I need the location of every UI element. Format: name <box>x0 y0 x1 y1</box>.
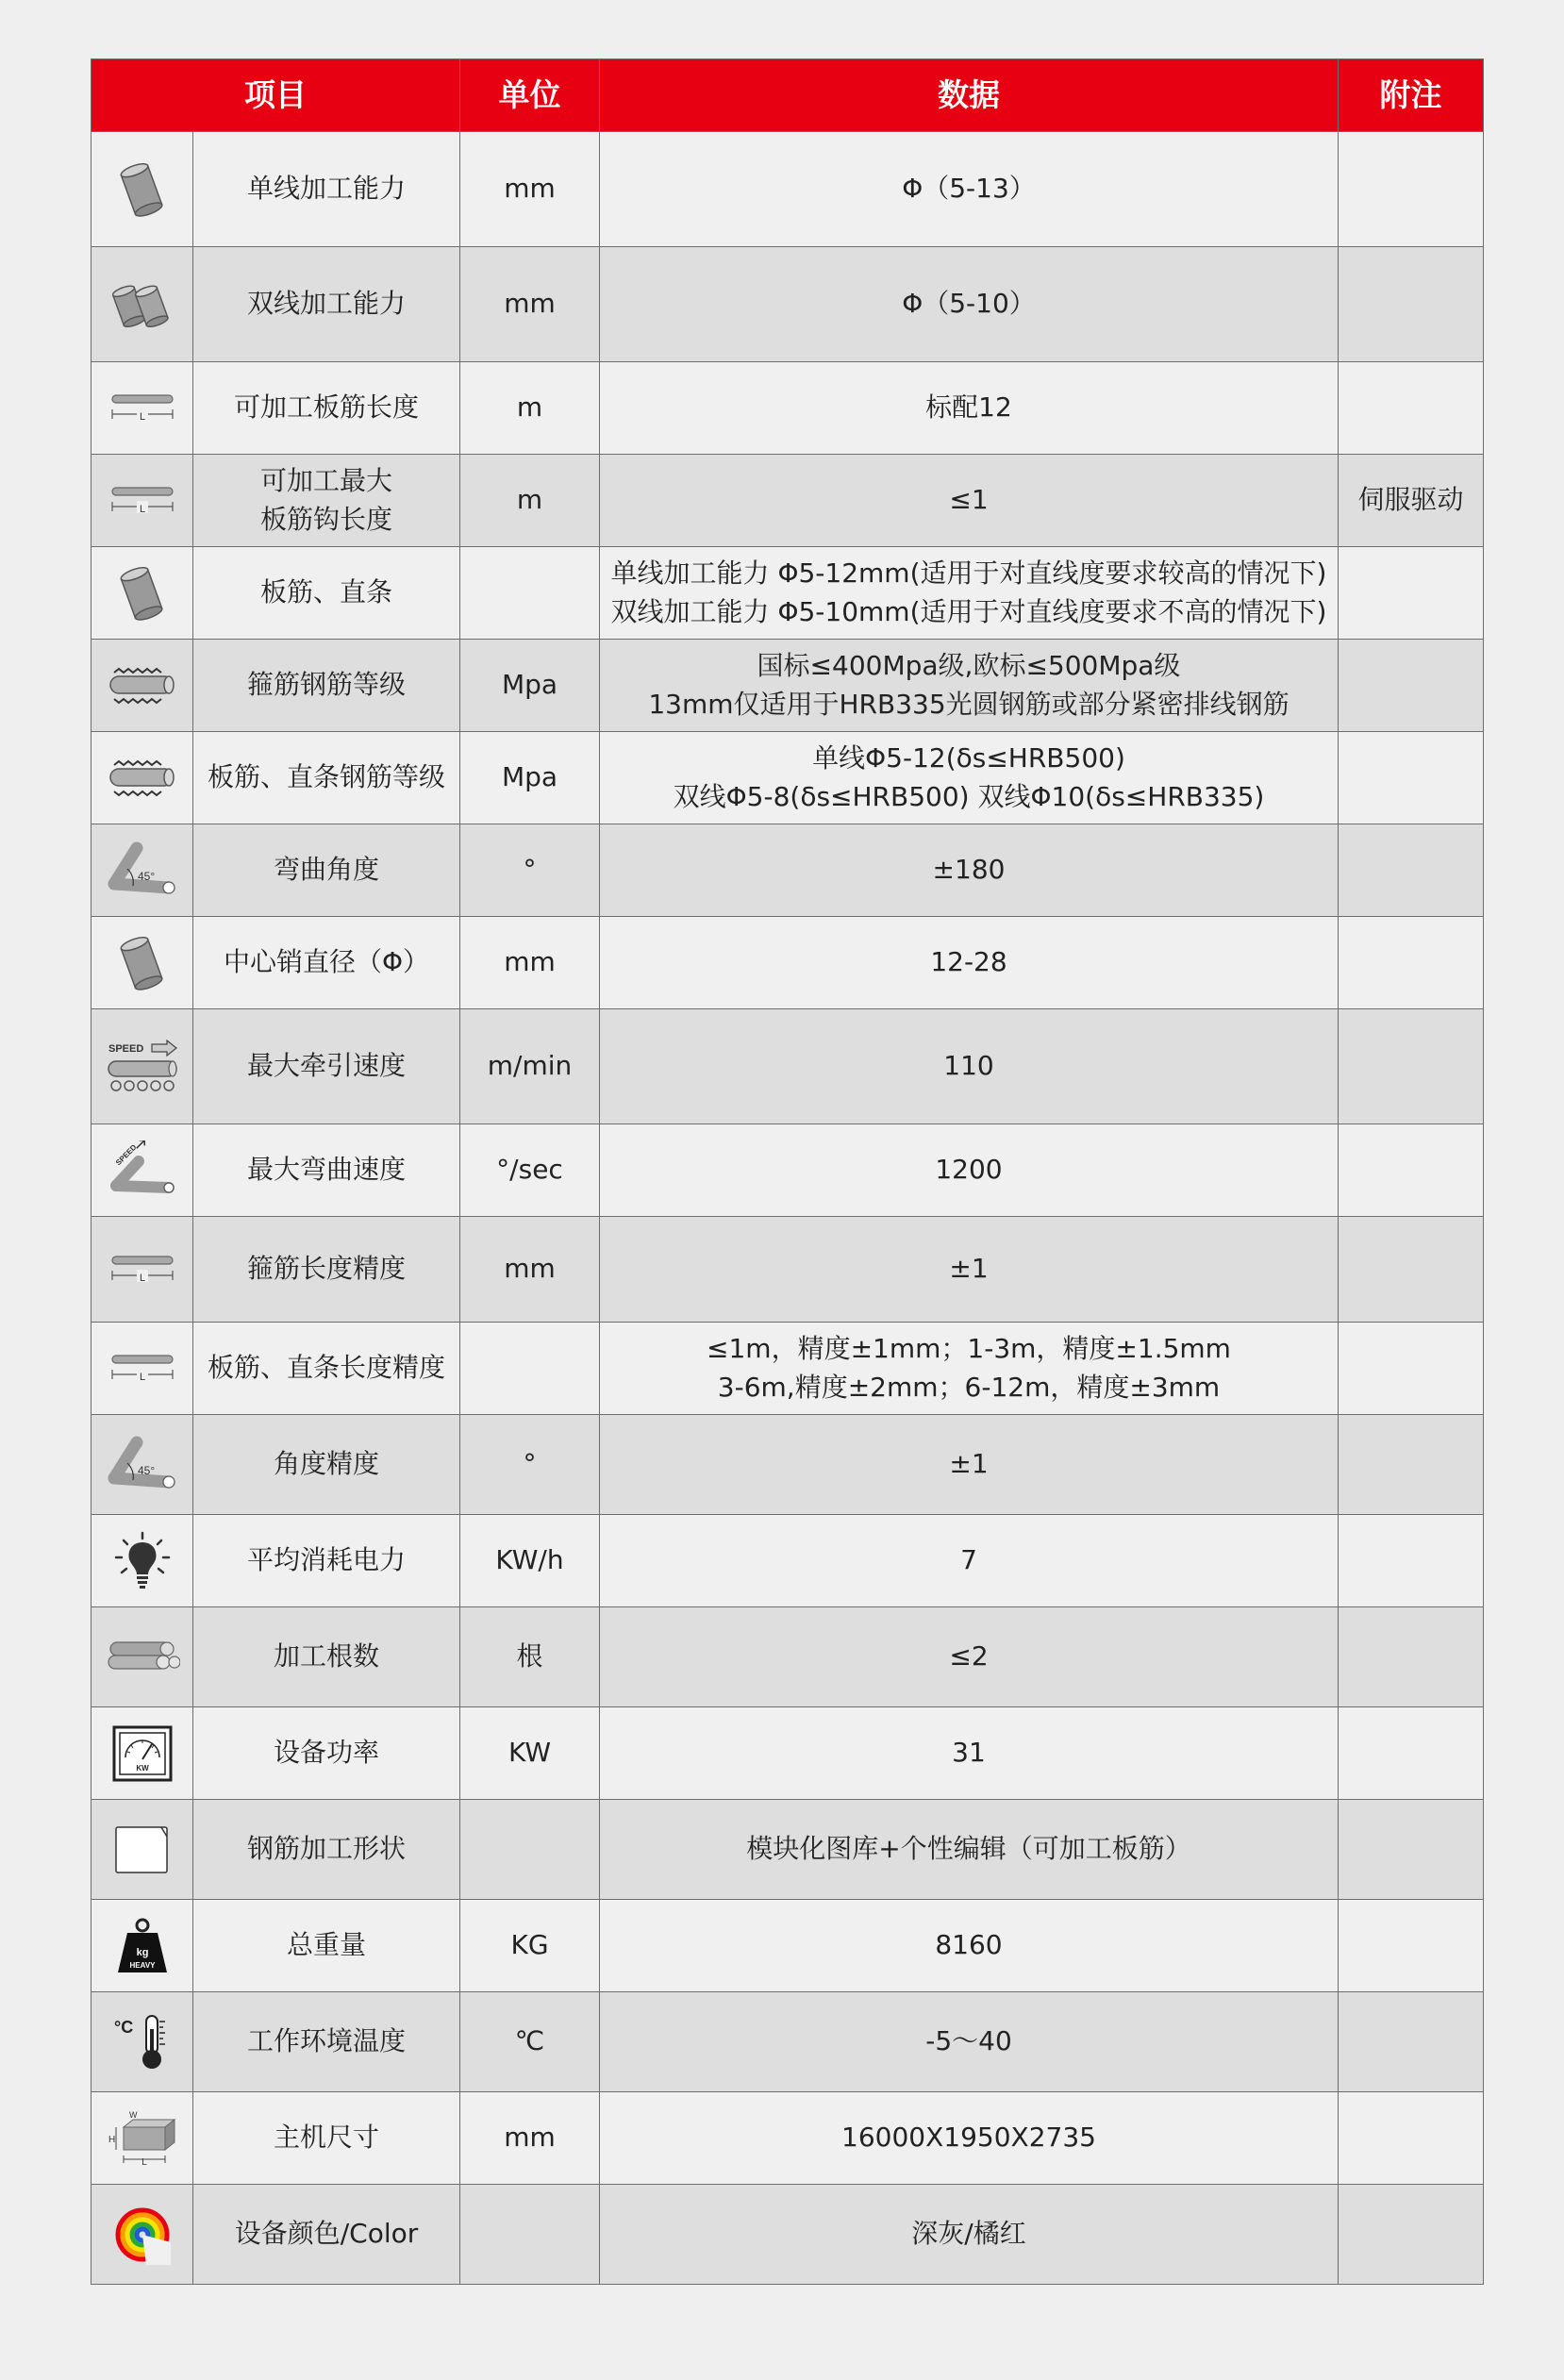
table-row <box>92 824 1484 917</box>
row-note <box>1339 732 1484 824</box>
row-name: 设备颜色/Color <box>193 2185 460 2285</box>
table-row <box>92 132 1484 247</box>
row-data-line: ±1 <box>949 1448 989 1480</box>
row-note <box>1339 1009 1484 1124</box>
row-data-line: 双线Φ5-8(δs≤HRB500) 双线Φ10(δs≤HRB335) <box>673 780 1265 812</box>
table-header-row <box>92 59 1484 132</box>
row-unit: mm <box>460 1217 600 1323</box>
row-name: 板筋、直条钢筋等级 <box>193 732 460 824</box>
table-row <box>92 640 1484 732</box>
svg-text:HEAVY: HEAVY <box>129 1960 155 1970</box>
row-data-line: 国标≤400Mpa级,欧标≤500Mpa级 <box>757 649 1181 681</box>
thermometer-icon <box>112 2012 173 2072</box>
svg-text:W: W <box>128 2109 137 2120</box>
row-icon-cell <box>92 362 193 455</box>
table-row <box>92 455 1484 547</box>
row-note <box>1339 1607 1484 1707</box>
row-data <box>600 2092 1339 2185</box>
row-icon-cell <box>92 1323 193 1415</box>
row-icon-cell <box>92 1009 193 1124</box>
table-row <box>92 362 1484 455</box>
row-data <box>600 547 1339 640</box>
row-note <box>1339 1800 1484 1900</box>
svg-text:L: L <box>139 503 145 515</box>
table-row <box>92 1900 1484 1992</box>
row-unit: °/sec <box>460 1124 600 1217</box>
header-item: 项目 <box>92 59 460 132</box>
header-unit: 单位 <box>460 59 600 132</box>
bend-angle-icon <box>107 840 178 901</box>
row-name-line: 可加工最大 <box>259 464 392 496</box>
table-row <box>92 1992 1484 2092</box>
row-icon-cell <box>92 1515 193 1607</box>
table-row <box>92 1217 1484 1323</box>
table-row <box>92 1124 1484 1217</box>
svg-text:45°: 45° <box>137 1463 155 1477</box>
svg-text:KW: KW <box>135 1763 149 1773</box>
row-name: 板筋、直条长度精度 <box>193 1323 460 1415</box>
row-data <box>600 132 1339 247</box>
row-data <box>600 824 1339 917</box>
row-data-line: 深灰/橘红 <box>911 2218 1026 2250</box>
row-name: 工作环境温度 <box>193 1992 460 2092</box>
row-icon-cell <box>92 547 193 640</box>
row-data-line: 标配12 <box>925 391 1012 424</box>
svg-text:SPEED: SPEED <box>108 1042 143 1055</box>
row-icon-cell <box>92 2092 193 2185</box>
row-data <box>600 247 1339 362</box>
row-data-line: Φ（5-13） <box>902 173 1036 205</box>
weight-icon <box>116 1916 169 1976</box>
row-data-line: 12-28 <box>930 946 1007 978</box>
row-note <box>1339 1415 1484 1515</box>
header-data: 数据 <box>600 59 1339 132</box>
row-name: 钢筋加工形状 <box>193 1800 460 1900</box>
row-note <box>1339 1323 1484 1415</box>
row-name: 加工根数 <box>193 1607 460 1707</box>
row-data-line: 13mm仅适用于HRB335光圆钢筋或部分紧密排线钢筋 <box>648 688 1289 720</box>
row-note <box>1339 1707 1484 1800</box>
rod-bundle-icon <box>105 1637 180 1678</box>
row-icon-cell <box>92 732 193 824</box>
row-name: 箍筋钢筋等级 <box>193 640 460 732</box>
row-icon-cell <box>92 1415 193 1515</box>
table-row <box>92 1009 1484 1124</box>
rod-length-icon <box>108 1251 176 1289</box>
row-data-line: ≤1m，精度±1mm；1-3m，精度±1.5mm <box>707 1332 1231 1364</box>
row-note <box>1339 1515 1484 1607</box>
row-unit: mm <box>460 917 600 1009</box>
row-data-line: ±1 <box>949 1253 989 1285</box>
traction-speed-icon <box>105 1039 180 1095</box>
double-cylinder-icon <box>112 276 173 333</box>
row-icon-cell <box>92 1707 193 1800</box>
row-name-line: 板筋钩长度 <box>259 503 392 535</box>
row-data <box>600 1900 1339 1992</box>
row-unit: mm <box>460 247 600 362</box>
row-note <box>1339 2185 1484 2285</box>
row-unit: KW <box>460 1707 600 1800</box>
svg-text:L: L <box>139 410 145 423</box>
row-data <box>600 1415 1339 1515</box>
row-icon-cell <box>92 247 193 362</box>
row-note <box>1339 132 1484 247</box>
row-data-line: 1200 <box>935 1154 1003 1186</box>
row-data-line: ≤2 <box>949 1640 989 1673</box>
row-note <box>1339 1992 1484 2092</box>
row-data-line: 31 <box>952 1737 986 1769</box>
rod-length-icon <box>108 390 176 427</box>
svg-text:H: H <box>108 2134 115 2145</box>
row-data-line: 8160 <box>935 1929 1003 1961</box>
row-unit <box>460 2185 600 2285</box>
row-icon-cell <box>92 1217 193 1323</box>
row-unit <box>460 1323 600 1415</box>
row-name <box>193 455 460 547</box>
row-data <box>600 1707 1339 1800</box>
row-name: 可加工板筋长度 <box>193 362 460 455</box>
row-icon-cell <box>92 1900 193 1992</box>
table-row <box>92 247 1484 362</box>
row-note <box>1339 1900 1484 1992</box>
svg-text:kg: kg <box>136 1946 148 1958</box>
row-data <box>600 1515 1339 1607</box>
row-data <box>600 1992 1339 2092</box>
row-data-line: 模块化图库+个性编辑（可加工板筋） <box>746 1833 1191 1865</box>
color-wheel-icon <box>112 2205 173 2265</box>
row-data-line: ≤1 <box>949 484 989 516</box>
row-icon-cell <box>92 455 193 547</box>
shape-library-icon <box>112 1823 173 1876</box>
row-name: 单线加工能力 <box>193 132 460 247</box>
row-icon-cell <box>92 1124 193 1217</box>
bend-speed-icon <box>107 1140 178 1201</box>
row-data <box>600 640 1339 732</box>
row-unit <box>460 547 600 640</box>
row-unit: Mpa <box>460 732 600 824</box>
row-unit: mm <box>460 132 600 247</box>
row-data <box>600 1217 1339 1323</box>
dimensions-icon <box>103 2108 182 2169</box>
row-data-line: 7 <box>960 1544 977 1576</box>
row-unit: ° <box>460 824 600 917</box>
row-name: 总重量 <box>193 1900 460 1992</box>
row-data <box>600 1323 1339 1415</box>
row-name: 板筋、直条 <box>193 547 460 640</box>
row-note <box>1339 547 1484 640</box>
table-body <box>92 132 1484 2285</box>
svg-text:L: L <box>139 1272 145 1284</box>
row-note <box>1339 824 1484 917</box>
row-name: 箍筋长度精度 <box>193 1217 460 1323</box>
row-data <box>600 1124 1339 1217</box>
row-name: 弯曲角度 <box>193 824 460 917</box>
cylinder-icon <box>114 933 171 993</box>
table-row <box>92 2092 1484 2185</box>
row-data-line: Φ（5-10） <box>902 288 1036 320</box>
row-name: 主机尺寸 <box>193 2092 460 2185</box>
row-icon-cell <box>92 917 193 1009</box>
row-data-line: 单线加工能力 Φ5-12mm(适用于对直线度要求较高的情况下) <box>610 557 1327 589</box>
row-data-line: 110 <box>943 1050 994 1082</box>
ribbed-rebar-icon <box>107 757 178 799</box>
row-icon-cell <box>92 640 193 732</box>
row-data <box>600 1009 1339 1124</box>
row-note <box>1339 1124 1484 1217</box>
row-icon-cell <box>92 1992 193 2092</box>
spec-table <box>91 58 1484 2285</box>
table-row <box>92 1607 1484 1707</box>
lightbulb-icon <box>112 1531 173 1591</box>
svg-text:SPEED: SPEED <box>113 1142 139 1167</box>
rod-length-icon <box>108 1350 176 1388</box>
row-name: 最大牵引速度 <box>193 1009 460 1124</box>
row-unit: m <box>460 455 600 547</box>
row-data-line: 16000X1950X2735 <box>841 2122 1096 2154</box>
row-data-line: 3-6m,精度±2mm；6-12m，精度±3mm <box>717 1371 1221 1403</box>
cylinder-icon <box>114 159 171 220</box>
ribbed-rebar-icon <box>107 665 178 707</box>
row-unit: KG <box>460 1900 600 1992</box>
table-row <box>92 1515 1484 1607</box>
svg-text:45°: 45° <box>137 869 155 883</box>
row-icon-cell <box>92 1800 193 1900</box>
row-note <box>1339 917 1484 1009</box>
row-unit: m/min <box>460 1009 600 1124</box>
table-row <box>92 547 1484 640</box>
table-row <box>92 732 1484 824</box>
row-unit: mm <box>460 2092 600 2185</box>
svg-text:L: L <box>139 1371 145 1383</box>
table-row <box>92 1415 1484 1515</box>
row-name: 平均消耗电力 <box>193 1515 460 1607</box>
header-note: 附注 <box>1339 59 1484 132</box>
row-icon-cell <box>92 2185 193 2285</box>
svg-text:°C: °C <box>113 2017 133 2037</box>
rod-length-icon <box>108 482 176 520</box>
row-unit <box>460 1800 600 1900</box>
row-name: 中心销直径（Φ） <box>193 917 460 1009</box>
row-note <box>1339 2092 1484 2185</box>
table-row <box>92 1707 1484 1800</box>
power-meter-icon <box>112 1725 173 1782</box>
bend-angle-icon <box>107 1435 178 1495</box>
row-data <box>600 1800 1339 1900</box>
row-data <box>600 2185 1339 2285</box>
svg-text:L: L <box>141 2156 147 2168</box>
row-data-line: 单线Φ5-12(δs≤HRB500) <box>812 741 1125 774</box>
row-icon-cell <box>92 132 193 247</box>
row-data-line: 双线加工能力 Φ5-10mm(适用于对直线度要求不高的情况下) <box>610 595 1327 627</box>
row-icon-cell <box>92 824 193 917</box>
row-unit: ° <box>460 1415 600 1515</box>
row-name: 设备功率 <box>193 1707 460 1800</box>
row-data <box>600 917 1339 1009</box>
row-name: 角度精度 <box>193 1415 460 1515</box>
row-name: 双线加工能力 <box>193 247 460 362</box>
row-icon-cell <box>92 1607 193 1707</box>
row-note: 伺服驱动 <box>1339 455 1484 547</box>
row-data <box>600 732 1339 824</box>
row-note <box>1339 362 1484 455</box>
table-row <box>92 1800 1484 1900</box>
row-note <box>1339 1217 1484 1323</box>
row-unit: m <box>460 362 600 455</box>
table-row <box>92 2185 1484 2285</box>
row-data-line: ±180 <box>932 854 1006 886</box>
row-data <box>600 455 1339 547</box>
row-note <box>1339 640 1484 732</box>
row-data-line: -5～40 <box>925 2025 1012 2057</box>
row-note <box>1339 247 1484 362</box>
row-name: 最大弯曲速度 <box>193 1124 460 1217</box>
row-unit: ℃ <box>460 1992 600 2092</box>
row-data <box>600 362 1339 455</box>
table-row <box>92 1323 1484 1415</box>
table-row <box>92 917 1484 1009</box>
row-unit: 根 <box>460 1607 600 1707</box>
row-unit: Mpa <box>460 640 600 732</box>
cylinder-icon <box>114 563 171 624</box>
row-data <box>600 1607 1339 1707</box>
row-unit: KW/h <box>460 1515 600 1607</box>
